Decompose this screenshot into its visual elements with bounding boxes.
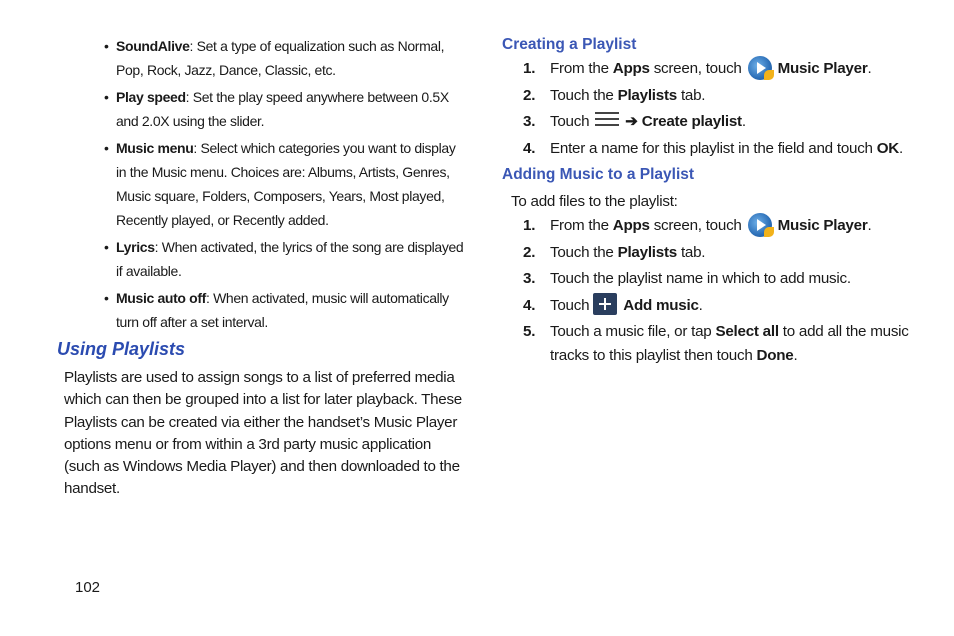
bullet-text: : When activated, the lyrics of the song are displayed if available. [116,239,464,279]
step-number: 3. [523,113,536,130]
step-number: 4. [523,140,536,157]
step-text: Touch a music file, or tap Select all to add all the music [550,323,909,340]
creating-playlist-heading: Creating a Playlist [502,36,637,53]
bullet-dot: • [104,140,109,156]
bullet-play-speed [104,85,464,133]
step-text: Touch the playlist name in which to add music. [550,270,851,287]
bullet-dot: • [104,89,109,105]
settings-bullet-list [104,34,464,337]
bullet-text: : Set the play speed anywhere between 0.5X and 2.0X using the slider. [116,89,449,129]
adding-music-heading: Adding Music to a Playlist [502,166,695,183]
step-number: 1. [523,60,536,77]
bullet-term: Music menu [116,140,194,156]
bullet-term: Lyrics [116,239,155,255]
music-player-app-icon [748,56,772,80]
using-playlists-heading: Using Playlists [57,339,186,359]
bullet-term: SoundAlive [116,38,190,54]
bullet-soundalive [104,34,464,82]
add-icon [593,293,617,315]
step-text: From the Apps screen, touch Music Player. [550,214,871,238]
bullet-text: : Select which categories you want to display in the Music menu. Choices are: Albums, Artists, Genres, Music square, Folders, Composers, Years, Most played, Recently played, or Recently added. [116,140,456,228]
bullet-dot: • [104,290,109,306]
step-text-line-2: tracks to this playlist then touch Done. [550,347,798,364]
step-text: Touch the Playlists tab. [550,244,706,261]
menu-icon [595,112,619,128]
music-player-app-icon [748,213,772,237]
step-text: Enter a name for this playlist in the field and touch OK. [550,140,903,157]
step-number: 3. [523,270,536,287]
bullet-text: : Set a type of equalization such as Normal, Pop, Rock, Jazz, Dance, Classic, etc. [116,38,445,78]
step-number: 2. [523,244,536,261]
step-text: Touch the Playlists tab. [550,87,706,104]
step-number: 1. [523,217,536,234]
bullet-music-menu [104,136,464,232]
step-number: 4. [523,297,536,314]
bullet-music-auto-off [104,286,464,334]
adding-intro: To add files to the playlist: [511,193,678,210]
arrow-icon: ➔ [625,113,638,130]
bullet-term: Play speed [116,89,186,105]
bullet-text: : When activated, music will automatically turn off after a set interval. [116,290,449,330]
bullet-dot: • [104,239,109,255]
bullet-term: Music auto off [116,290,206,306]
step-text: Touch ➔ Create playlist. [550,113,746,130]
bullet-lyrics [104,235,464,283]
step-text: Touch Add music. [550,294,703,318]
step-number: 2. [523,87,536,104]
bullet-dot: • [104,38,109,54]
step-text: From the Apps screen, touch Music Player. [550,57,871,81]
using-playlists-paragraph: Playlists are used to assign songs to a list of preferred media which can then be grouped into a list for later playback. These Playlists can be created via either the handset’s Music Player options menu or from within a 3rd party music application (such as Windows Media Player) and then downloaded to the handset. [64,369,462,498]
step-number: 5. [523,323,536,340]
page-number: 102 [75,579,101,596]
